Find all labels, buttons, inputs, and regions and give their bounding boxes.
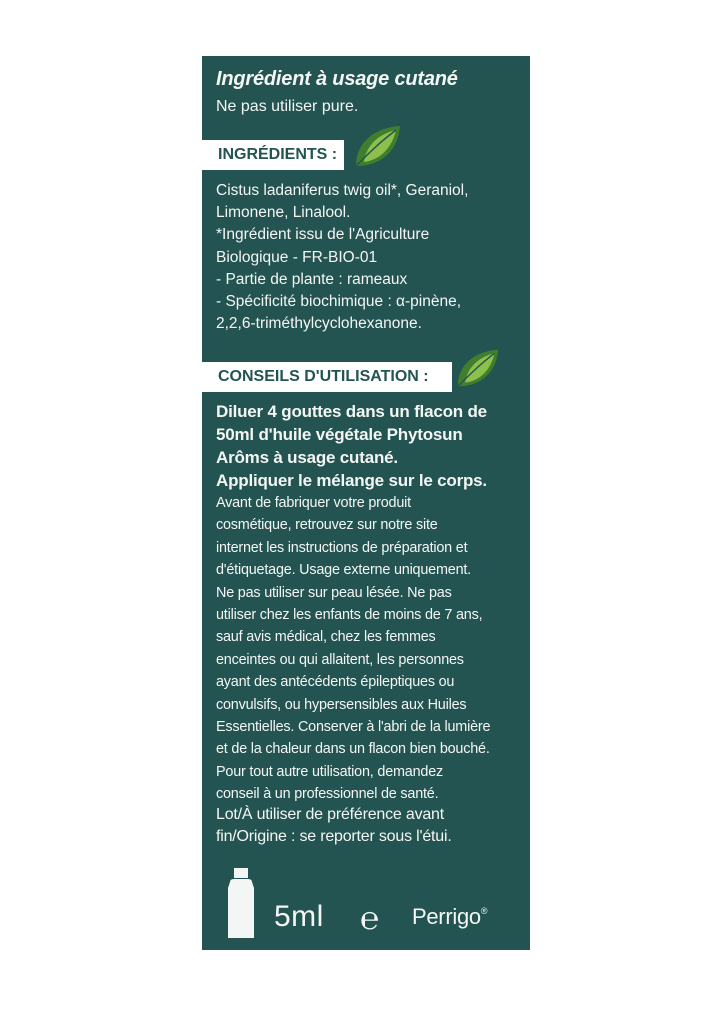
label-subtitle: Ne pas utiliser pure. bbox=[216, 98, 359, 115]
usage-body-line: conseil à un professionnel de santé. bbox=[216, 786, 439, 803]
usage-body-line: et de la chaleur dans un flacon bien bouché. bbox=[216, 741, 490, 758]
usage-heading bbox=[202, 362, 452, 392]
usage-bold-line: 50ml d'huile végétale Phytosun bbox=[216, 425, 463, 444]
usage-body-line: Ne pas utiliser sur peau lésée. Ne pas bbox=[216, 584, 452, 601]
ingredients-heading-text: INGRÉDIENTS : bbox=[218, 146, 338, 163]
brand-name: Perrigo bbox=[412, 904, 481, 929]
ingredient-line: - Spécificité biochimique : α-pinène, bbox=[216, 293, 462, 311]
label-title: Ingrédient à usage cutané bbox=[216, 68, 458, 90]
lot-line: Lot/À utiliser de préférence avant bbox=[216, 806, 445, 823]
lot-info bbox=[216, 804, 452, 848]
usage-body-line: d'étiquetage. Usage externe uniquement. bbox=[216, 562, 471, 579]
usage-body-line: Avant de fabriquer votre produit bbox=[216, 495, 411, 511]
ingredient-line: *Ingrédient issu de l'Agriculture bbox=[216, 226, 430, 244]
usage-body-line: sauf avis médical, chez les femmes bbox=[216, 629, 436, 646]
bottle-icon bbox=[224, 866, 258, 940]
ingredients-list bbox=[216, 180, 468, 335]
ingredient-line: Cistus ladaniferus twig oil*, Geraniol, bbox=[216, 182, 469, 199]
ingredients-heading bbox=[202, 140, 344, 170]
ingredient-line: - Partie de plante : rameaux bbox=[216, 270, 408, 288]
ingredient-line: Limonene, Linalool. bbox=[216, 204, 351, 222]
usage-instructions bbox=[216, 400, 490, 806]
usage-bold-line: Arôms à usage cutané. bbox=[216, 448, 398, 467]
usage-body-line: Pour tout autre utilisation, demandez bbox=[216, 763, 443, 780]
registered-mark: ® bbox=[480, 906, 488, 916]
volume: 5ml bbox=[274, 900, 324, 933]
usage-body-line: enceintes ou qui allaitent, les personnes bbox=[216, 651, 464, 668]
usage-body-line: Essentielles. Conserver à l'abri de la lumière bbox=[216, 719, 491, 736]
lot-line: fin/Origine : se reporter sous l'étui. bbox=[216, 828, 452, 845]
usage-bold-line: Diluer 4 gouttes dans un flacon de bbox=[216, 402, 487, 421]
leaf-icon bbox=[454, 346, 502, 390]
brand-logo bbox=[412, 904, 487, 930]
usage-body-line: ayant des antécédents épileptiques ou bbox=[216, 674, 455, 691]
usage-body-line: convulsifs, ou hypersensibles aux Huiles bbox=[216, 696, 467, 713]
usage-heading-text: CONSEILS D'UTILISATION : bbox=[218, 368, 429, 385]
product-label bbox=[202, 56, 530, 950]
usage-body-line: internet les instructions de préparation et bbox=[216, 539, 468, 556]
estimated-sign: ℮ bbox=[360, 900, 380, 936]
leaf-icon bbox=[352, 122, 404, 170]
ingredient-line: Biologique - FR-BIO-01 bbox=[216, 248, 378, 266]
usage-body-line: cosmétique, retrouvez sur notre site bbox=[216, 517, 438, 534]
usage-bold-line: Appliquer le mélange sur le corps. bbox=[216, 471, 487, 490]
usage-body-line: utiliser chez les enfants de moins de 7 ans, bbox=[216, 607, 483, 624]
ingredient-line: 2,2,6-triméthylcyclohexanone. bbox=[216, 315, 422, 333]
